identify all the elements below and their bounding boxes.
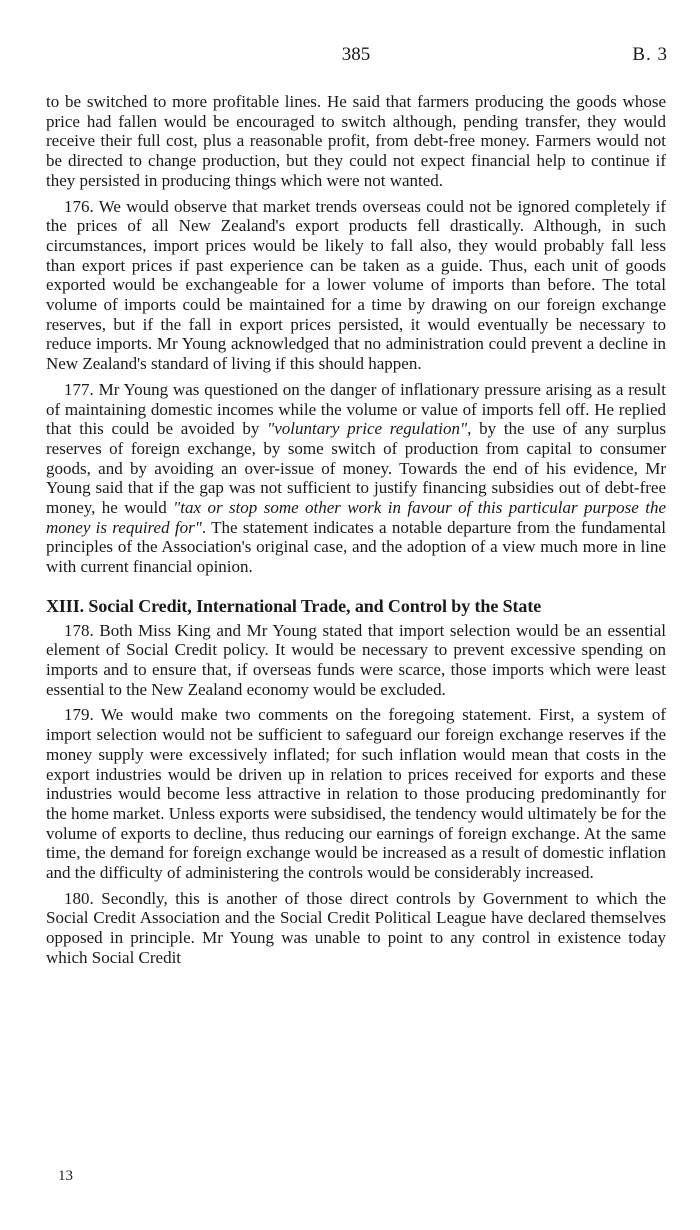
page-header: [46, 44, 666, 74]
paragraph-177-text-a: 177. Mr Young was questioned on the danger of inflationary pressure arising as a result of maintaining domestic incomes while the volume or value of imports fell off. He replied that this could be avoided by: [46, 379, 666, 439]
page-number: 385: [341, 44, 371, 65]
paragraph-177-text-c: , by the use of any surplus reserves of foreign exchange, by some switch of production from capital to consumer goods, and by avoiding an over-issue of money. Towards the end of his evidence, Mr Young said that if the gap was not sufficient to justify financing subsidies out of debt-free money, he would: [46, 419, 666, 518]
paragraph-178: 178. Both Miss King and Mr Young stated that import selection would be an essential element of Social Credit policy. It would be necessary to prevent excessive spending on imports and to ensure that, if overseas funds were scarce, those imports which were least essential to the New Zealand economy would be excluded.: [46, 620, 666, 699]
paragraph-177-text-e: . The statement indicates a notable departure from the fundamental principles of the Association's original case, and the adoption of a view much more in line with current financial opinion.: [46, 517, 667, 577]
section-heading: XIII. Social Credit, International Trade, and Control by the State: [46, 595, 542, 616]
paragraph-179: 179. We would make two comments on the foregoing statement. First, a system of import selection would not be sufficient to safeguard our foreign exchange reserves if the money supply were excessively inflated; for such inflation would mean that costs in the export industries would be driven up in relation to prices received for exports and these industries would become less attractive in relation to those producing predominantly for the home market. Unless exports were subsidised, the tendency would ultimately be for the volume of exports to decline, thus reducing our earnings of foreign exchange. At the same time, the demand for foreign exchange would be increased as a result of domestic inflation and the difficulty of administering the controls would be considerably increased.: [46, 705, 666, 883]
signature-mark: 13: [58, 1168, 73, 1184]
quote-tax-or-stop: "tax or stop some other work in favour of this particular purpose the money is required for": [46, 498, 666, 537]
paragraph-176: 176. We would observe that market trends overseas could not be ignored completely if the prices of all New Zealand's export products fell drastically. Although, in such circumstances, import prices would be likely to fall also, they would probably fall less than export prices if past experience can be taken as a guide. Thus, each unit of goods exported would be exchangeable for a lower volume of imports than before. The total volume of imports could be maintained for a time by drawing on our foreign exchange reserves, but if the fall in export prices persisted, it would eventually be necessary to reduce imports. Mr Young acknowledged that no administration could prevent a decline in New Zealand's standard of living if this should happen.: [46, 196, 666, 374]
paragraph-continued: to be switched to more profitable lines. He said that farmers producing the goods whose price had fallen would be encouraged to switch although, pending transfer, they would receive their full cost, plus a reasonable profit, from debt-free money. Farmers would not be directed to change production, but they could not expect financial help to continue if they persisted in producing things which were not wanted.: [46, 92, 666, 190]
paragraph-180: 180. Secondly, this is another of those direct controls by Government to which the Social Credit Association and the Social Credit Political League have declared themselves opposed in principle. Mr Young was unable to point to any control in existence today which Social Credit: [46, 888, 666, 967]
body-text: [46, 92, 666, 968]
series-marker: B. 3: [632, 44, 668, 65]
document-page: [46, 0, 666, 1230]
quote-voluntary-price-regulation: "voluntary price regulation": [267, 419, 468, 439]
paragraph-177: [46, 380, 666, 577]
